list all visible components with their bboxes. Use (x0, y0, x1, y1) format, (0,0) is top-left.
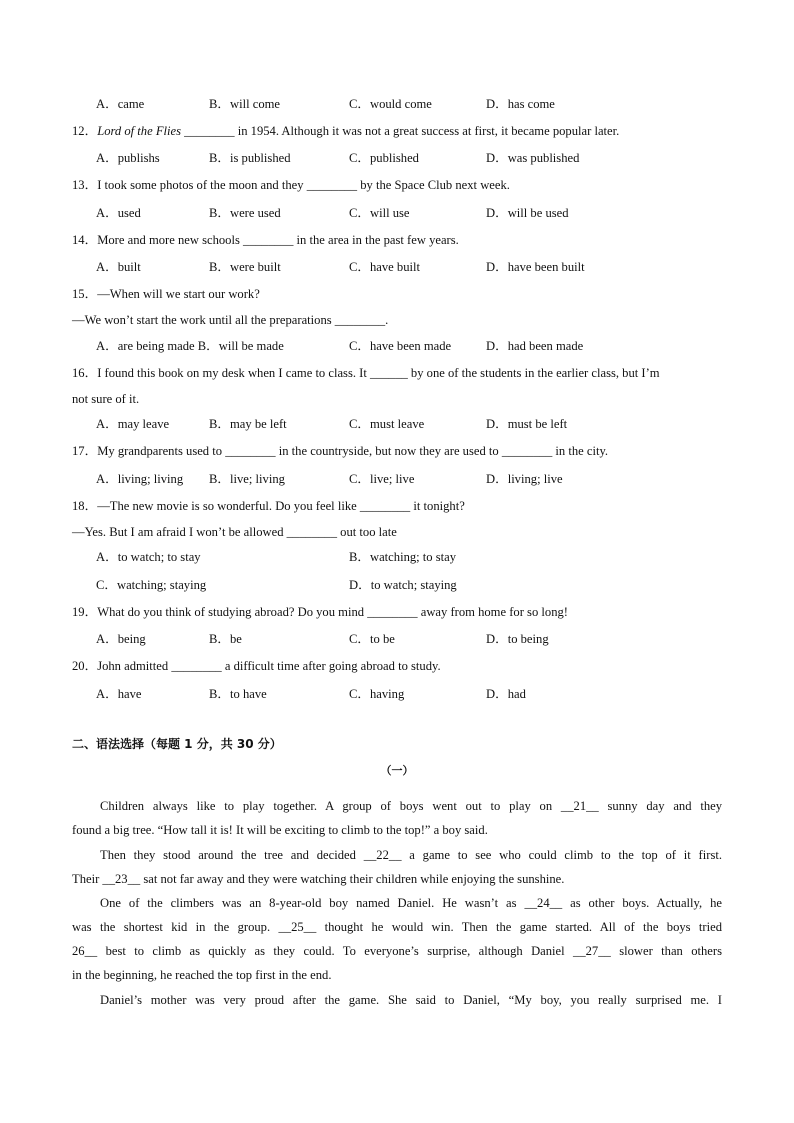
q19-option-d: D．to being (486, 632, 549, 646)
question-16: 16．I found this book on my desk when I came to class. It ______ by one of the students in the earlier class, but I’m (72, 366, 660, 380)
q14-option-b: B．were built (209, 260, 281, 274)
q14-option-c: C．have built (349, 260, 421, 274)
passage-line: was the shortest kid in the group. __25__ thought he would win. Then the game started. All of the boys tried (72, 920, 722, 934)
q20-option-b: B．to have (209, 687, 267, 701)
q12-option-b: B．is published (209, 151, 291, 165)
passage-line: One of the climbers was an 8-year-old boy named Daniel. He wasn’t as __24__ as other boys. Actually, he (100, 896, 722, 910)
q16-option-c: C．must leave (349, 417, 425, 431)
question-13: 13．I took some photos of the moon and they ________ by the Space Club next week. (72, 178, 510, 192)
question-number: 12． (72, 124, 98, 138)
q12-option-c: C．published (349, 151, 419, 165)
q20-option-d: D．had (486, 687, 526, 701)
q11-option-c: C．would come (349, 97, 432, 111)
q18-option-b: B．watching; to stay (349, 550, 457, 564)
q17-option-d: D．living; live (486, 472, 563, 486)
question-15-response: —We won’t start the work until all the preparations ________. (72, 313, 389, 327)
question-19: 19．What do you think of studying abroad? Do you mind ________ away from home for so long! (72, 605, 568, 619)
passage-line: Their __23__ sat not far away and they were watching their children while enjoying the sunshine. (72, 872, 565, 886)
q15-option-d: D．had been made (486, 339, 584, 353)
book-title: Lord of the Flies (97, 124, 182, 138)
passage-line: Daniel’s mother was very proud after the game. She said to Daniel, “My boy, you really surprised me. I (100, 993, 722, 1007)
q15-option-c: C．have been made (349, 339, 452, 353)
q13-option-d: D．will be used (486, 206, 569, 220)
passage-line: Then they stood around the tree and decided __22__ a game to see who could climb to the top of it first. (100, 848, 722, 862)
q18-option-d: D．to watch; staying (349, 578, 457, 592)
q19-option-a: A．being (96, 632, 146, 646)
q16-option-a: A．may leave (96, 417, 170, 431)
question-17: 17．My grandparents used to ________ in the countryside, but now they are used to ________ in the city. (72, 444, 609, 458)
q17-option-a: A．living; living (96, 472, 184, 486)
q18-option-a: A．to watch; to stay (96, 550, 201, 564)
passage-number: （一） (380, 764, 414, 777)
q13-option-c: C．will use (349, 206, 410, 220)
passage-line: 26__ best to climb as quickly as they could. To everyone’s surprise, although Daniel __27__ slower than others (72, 944, 722, 958)
q17-option-b: B．live; living (209, 472, 285, 486)
q19-option-b: B．be (209, 632, 242, 646)
question-18-response: —Yes. But I am afraid I won’t be allowed ________ out too late (72, 525, 397, 539)
passage-line: in the beginning, he reached the top first in the end. (72, 968, 332, 982)
q19-option-c: C．to be (349, 632, 395, 646)
q15-option-ab: A．are being made B．will be made (96, 339, 284, 353)
q12-option-a: A．publishs (96, 151, 160, 165)
q18-option-c: C．watching; staying (96, 578, 207, 592)
passage-line: found a big tree. “How tall it is! It will be exciting to climb to the top!” a boy said. (72, 823, 488, 837)
q14-option-d: D．have been built (486, 260, 585, 274)
q17-option-c: C．live; live (349, 472, 415, 486)
passage-line: Children always like to play together. A group of boys went out to play on __21__ sunny day and they (100, 799, 722, 813)
q11-option-b: B．will come (209, 97, 281, 111)
question-16-cont: not sure of it. (72, 392, 140, 406)
q20-option-a: A．have (96, 687, 142, 701)
q11-option-d: D．has come (486, 97, 555, 111)
q20-option-c: C．having (349, 687, 405, 701)
q13-option-b: B．were used (209, 206, 281, 220)
q13-option-a: A．used (96, 206, 141, 220)
question-20: 20．John admitted ________ a difficult time after going abroad to study. (72, 659, 441, 673)
section-heading: 二、语法选择（每题 1 分，共 30 分） (72, 737, 282, 751)
q16-option-b: B．may be left (209, 417, 287, 431)
q14-option-a: A．built (96, 260, 141, 274)
question-12 (72, 125, 619, 138)
q11-option-a: A．came (96, 97, 145, 111)
question-14: 14．More and more new schools ________ in the area in the past few years. (72, 233, 459, 247)
question-18: 18．—The new movie is so wonderful. Do you feel like ________ it tonight? (72, 499, 465, 513)
q12-option-d: D．was published (486, 151, 580, 165)
q16-option-d: D．must be left (486, 417, 568, 431)
question-text: ________ in 1954. Although it was not a great success at first, it became popular later. (181, 124, 620, 138)
question-15: 15．—When will we start our work? (72, 287, 260, 301)
